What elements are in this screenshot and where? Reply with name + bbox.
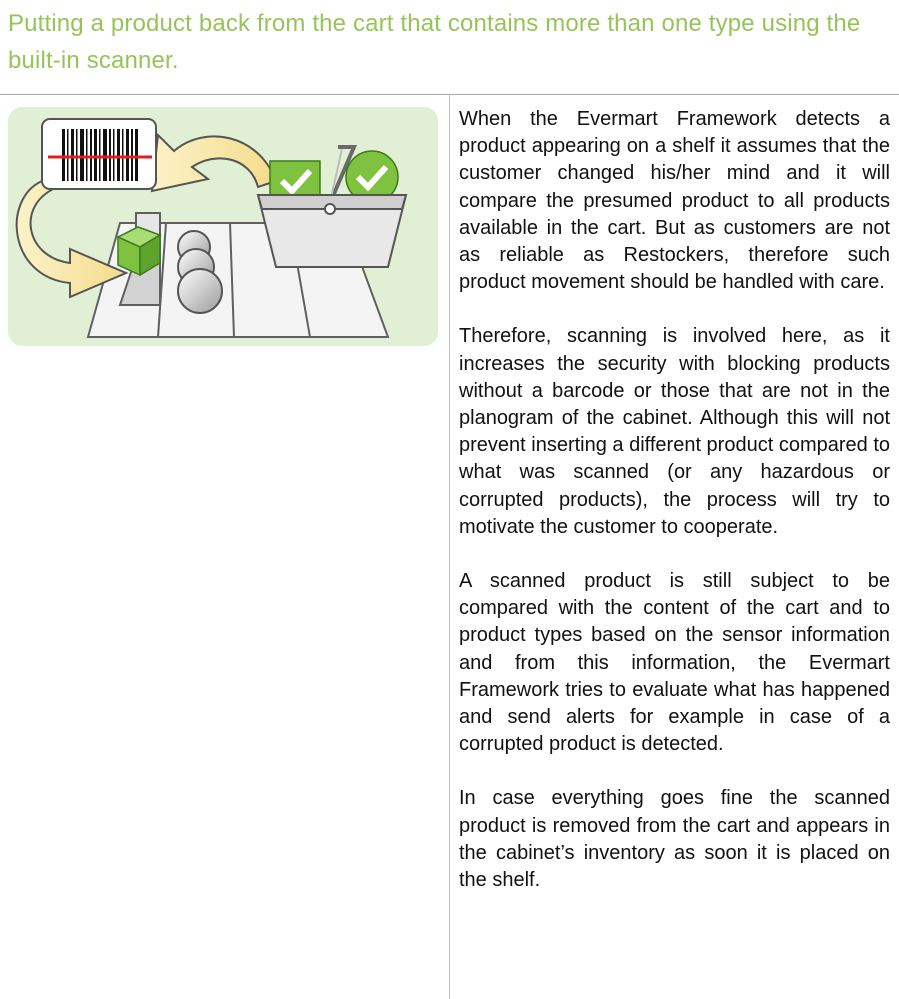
paragraph-2: Therefore, scanning is involved here, as it increases the security with blocking products without a barcode or those that are not in the planogram of the cabinet. Although this will not prevent inserting a different product compared to what was scanned (or any hazardous or corrupted products), the process will try to motivate the customer to cooperate.: [459, 325, 890, 538]
column-divider: [449, 95, 450, 999]
paragraph-1: When the Evermart Framework detects a product appearing on a shelf it assumes that the customer changed his/her mind and it will compare the presumed product to all products available in the cart. But as customers are not as reliable as Restockers, therefore such product movement should be handled with care.: [459, 108, 890, 294]
scan-return-illustration: [8, 107, 438, 346]
page-heading: Putting a product back from the cart that contains more than one type using the built-in scanner.: [8, 10, 861, 74]
paragraph-3: A scanned product is still subject to be compared with the content of the cart and to product types based on the sensor information and from this information, the Evermart Framework tries to evaluate what has happened and send alerts for example in case of a corrupted product is detected.: [459, 570, 890, 756]
description-text: [459, 106, 890, 921]
paragraph-4: In case everything goes fine the scanned product is removed from the cart and appears in the cabinet’s inventory as soon it is placed on the shelf.: [459, 787, 890, 892]
barcode-icon: [42, 119, 156, 189]
